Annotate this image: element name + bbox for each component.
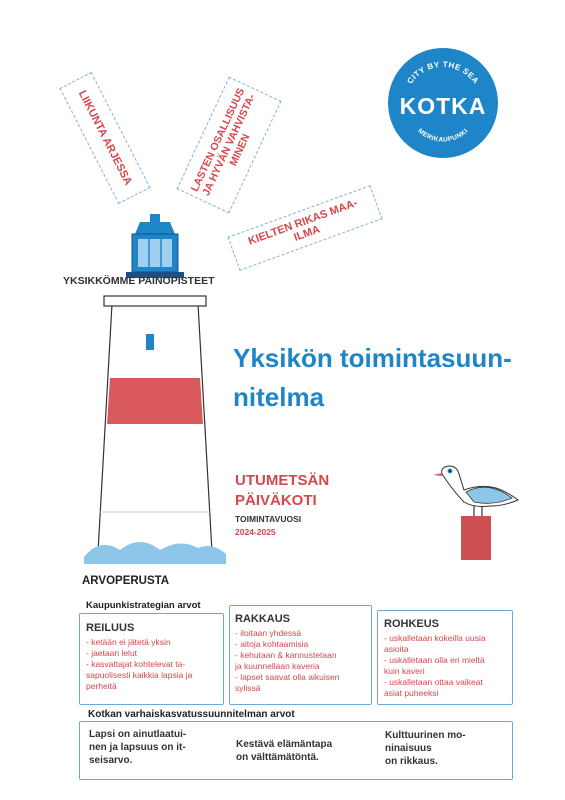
- tag-liikunta-arjessa: [59, 72, 150, 204]
- plan-heading: Kotkan varhaiskasvatussuunnitelman arvot: [88, 709, 295, 720]
- strategy-heading: Kaupunkistrategian arvot: [86, 600, 201, 611]
- year-value: 2024-2025: [235, 527, 276, 537]
- tag-osallisuus-label: LASTEN OSALLISUUS JA HYVÄN VAHVISTA- MINEN: [188, 86, 258, 198]
- value-card-reiluus: [79, 613, 224, 705]
- value-card-lines: - uskalletaan kokeilla uusia asioita - uskalletaan olla eri mieltä kuin kaveri - uskalletaan ottaa vaikeat asiat puheeksi: [384, 633, 486, 698]
- kindergarten-block: [235, 470, 329, 537]
- plan-value-2: Kestävä elämäntapa on välttämätöntä.: [236, 739, 333, 763]
- value-card-rohkeus: [377, 610, 513, 705]
- page-title: Yksikön toimintasuun- nitelma: [233, 343, 512, 412]
- tag-liikunta-label: LIIKUNTA ARJESSA: [75, 88, 135, 188]
- plan-value-1: Lapsi on ainutlaatui- nen ja lapsuus on it- seisarvo.: [89, 729, 187, 766]
- value-card-title: ROHKEUS: [384, 618, 440, 630]
- logo-top-text: CITY BY THE SEA: [405, 59, 481, 86]
- kotka-logo: [388, 48, 498, 158]
- year-label: TOIMINTAVUOSI: [235, 514, 302, 524]
- painopisteet-label: YKSIKKÖMME PAINOPISTEET: [63, 275, 215, 287]
- plan-value-3: Kulttuurinen mo- ninaisuus on rikkaus.: [385, 730, 466, 767]
- value-card-title: REILUUS: [86, 622, 135, 634]
- tag-kielten-rikas-maailma: [227, 185, 382, 271]
- tag-kielten-label: KIELTEN RIKAS MAA- ILMA: [246, 197, 360, 248]
- value-card-rakkaus: [229, 605, 372, 705]
- value-card-lines: - iloitaan yhdessä - aitoja kohtaamisia - kehutaan & kannustetaan ja kuunnellaan kaveria - lapset saavat olla aikuisen sylissä: [235, 628, 340, 693]
- seagull-illustration: [430, 462, 525, 562]
- logo-name: KOTKA: [399, 93, 487, 119]
- value-card-lines: - ketään ei jätetä yksin - jaetaan lelut - kasvattajat kohtelevat ta- sapuolisesti kaikkia lapsia ja perheitä: [86, 637, 193, 691]
- logo-bottom-text: MERIKAUPUNKI: [416, 127, 470, 144]
- value-card-title: RAKKAUS: [235, 613, 290, 625]
- lighthouse-illustration: [80, 212, 230, 564]
- kindergarten-name-line1: UTUMETSÄN: [235, 472, 330, 489]
- kindergarten-name-line2: PÄIVÄKOTI: [235, 492, 317, 509]
- arvoperusta-heading: ARVOPERUSTA: [82, 575, 170, 587]
- tag-lasten-osallisuus: [177, 77, 282, 214]
